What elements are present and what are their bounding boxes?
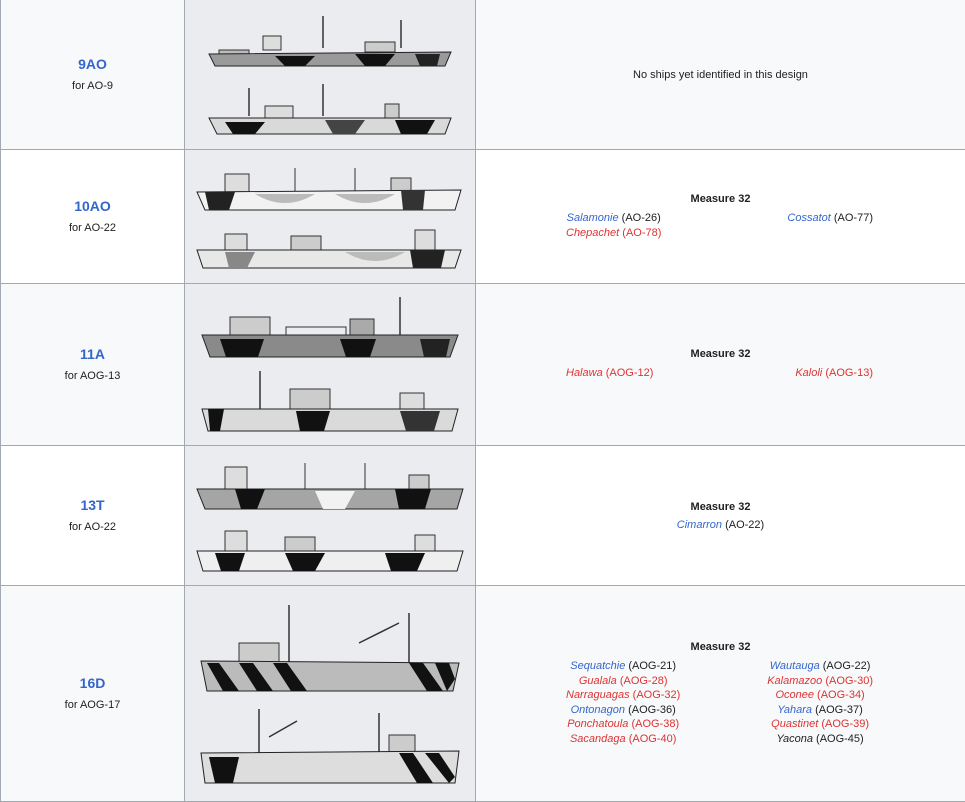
ship-entry[interactable]: Oconee (AOG-34) [775,688,864,703]
design-link[interactable]: 16D [1,675,184,691]
ship-column [566,659,680,746]
ship-entry[interactable]: Kaloli (AOG-13) [795,366,873,381]
ship-profile-image[interactable] [195,521,465,573]
design-link[interactable]: 9AO [1,56,184,72]
ship-entry[interactable]: Cossatot (AO-77) [787,211,873,226]
ship-list [476,366,965,381]
ship-entry[interactable]: Wautauga (AOG-22) [770,659,871,674]
ship-column [566,366,653,381]
ship-entry[interactable]: Kalamazoo (AOG-30) [767,674,873,689]
table-row [1,586,965,802]
design-cell [1,446,185,586]
design-for-label: for AO-22 [69,521,116,533]
ships-cell [476,446,965,586]
ship-column [787,211,873,240]
table-row [1,284,965,446]
design-cell [1,0,185,150]
ship-drawings [185,586,476,802]
ship-drawings [185,446,476,586]
table-row [1,446,965,586]
ship-entry[interactable]: Ontonagon (AOG-36) [571,703,676,718]
ship-profile-image[interactable] [205,14,455,68]
table-row [1,0,965,150]
ship-list [476,519,965,531]
design-cell [1,150,185,284]
ship-column [566,211,661,240]
ship-profile-image[interactable] [199,603,461,693]
ship-entry[interactable]: Quastinet (AOG-39) [771,717,869,732]
measure-label: Measure 32 [476,641,965,653]
design-for-label: for AO-9 [72,80,113,92]
design-for-label: for AOG-13 [65,370,121,382]
ship-column [767,659,873,746]
ship-profile-image[interactable] [195,164,465,212]
ship-profile-image[interactable] [200,295,460,361]
design-link[interactable]: 10AO [1,198,184,214]
measure-label: Measure 32 [476,348,965,360]
ship-entry[interactable]: Cimarron (AO-22) [677,519,764,531]
ships-cell [476,284,965,446]
ship-column [795,366,873,381]
ship-entry[interactable]: Sequatchie (AOG-21) [570,659,676,674]
table-row [1,150,965,284]
ships-cell [476,586,965,802]
ship-profile-image[interactable] [205,82,455,136]
measure-label: Measure 32 [476,193,965,205]
design-cell [1,586,185,802]
ship-entry[interactable]: Halawa (AOG-12) [566,366,653,381]
ship-list [476,659,965,746]
ship-profile-image[interactable] [200,369,460,435]
ship-entry[interactable]: Chepachet (AO-78) [566,226,661,241]
design-cell [1,284,185,446]
ship-entry[interactable]: Yahara (AOG-37) [777,703,862,718]
ship-drawings [185,0,476,150]
design-link[interactable]: 11A [1,346,184,362]
ship-entry: Yacona (AOG-45) [776,732,863,747]
ship-entry[interactable]: Sacandaga (AOG-40) [570,732,676,747]
ship-list [476,211,965,240]
design-link[interactable]: 13T [1,497,184,513]
measure-label: Measure 32 [476,501,965,513]
design-for-label: for AO-22 [69,222,116,234]
ship-entry[interactable]: Gualala (AOG-28) [579,674,668,689]
ship-entry[interactable]: Ponchatoula (AOG-38) [567,717,679,732]
no-ships-note: No ships yet identified in this design [476,69,965,81]
ship-drawings [185,150,476,284]
ship-profile-image[interactable] [199,707,461,785]
ship-profile-image[interactable] [195,459,465,511]
ships-cell [476,150,965,284]
ships-cell [476,0,965,150]
ship-entry[interactable]: Narraguagas (AOG-32) [566,688,680,703]
ship-profile-image[interactable] [195,222,465,270]
ship-drawings [185,284,476,446]
ship-entry[interactable]: Salamonie (AO-26) [567,211,661,226]
design-for-label: for AOG-17 [65,699,121,711]
